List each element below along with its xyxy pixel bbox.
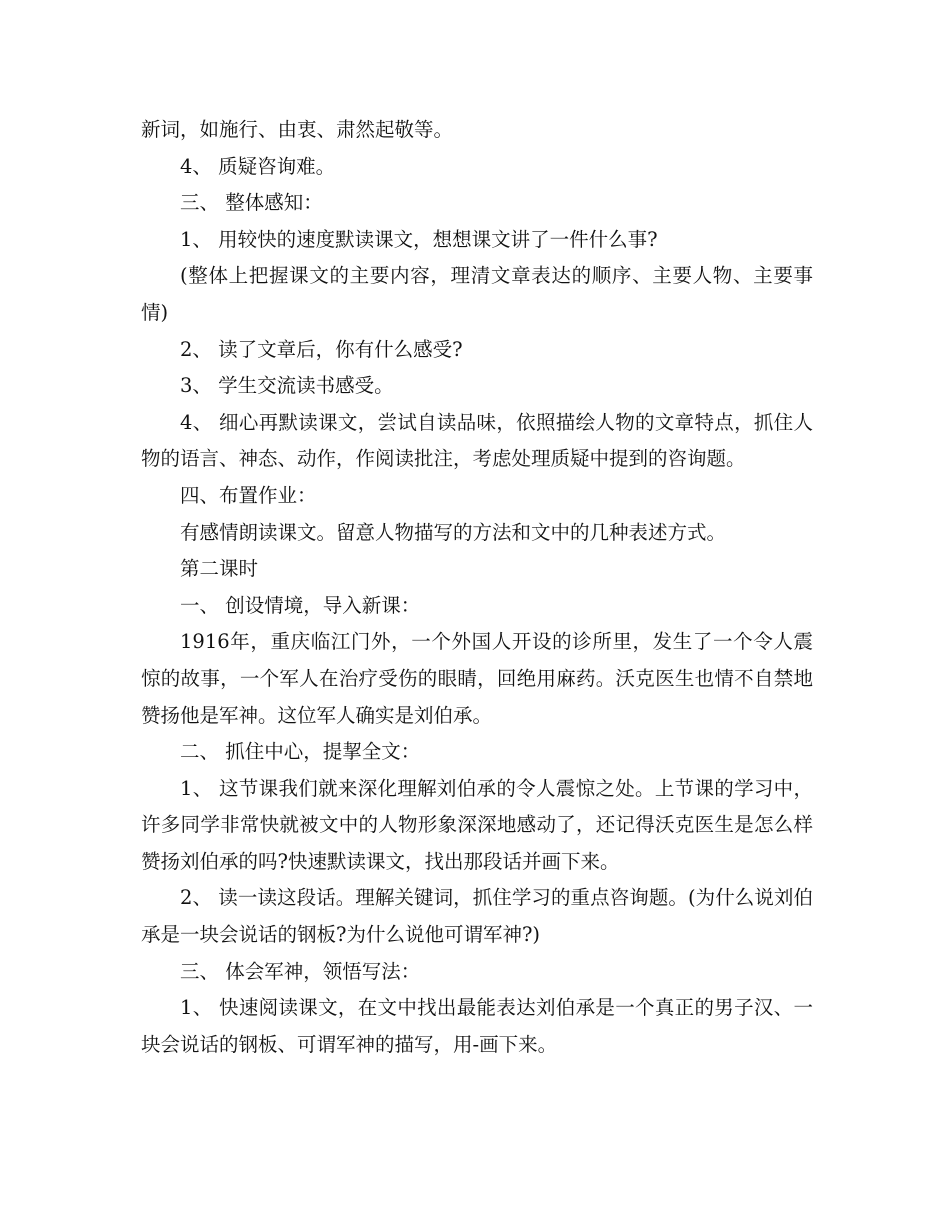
section-heading-introduction: 一、 创设情境，导入新课： [180,593,421,617]
section-heading-experience: 三、 体会军神，领悟写法： [180,959,421,983]
paragraph-item-2-feelings: 2、 读了文章后，你有什么感受? [180,337,463,361]
paragraph-item-1-silent-reading: 1、 用较快的速度默读课文，想想课文讲了一件什么事? [180,227,658,251]
paragraph-homework-detail: 有感情朗读课文。留意人物描写的方法和文中的几种表述方式。 [180,520,727,544]
section-heading-grasp-center: 二、 抓住中心，提挈全文： [180,740,421,764]
document-body [141,112,813,1063]
paragraph-story-1916: 1916年，重庆临江门外，一个外国人开设的诊所里，发生了一个令人震惊的故事，一个军人在治疗受伤的眼睛，回绝用麻药。沃克医生也情不自禁地赞扬他是军神。这位军人确实是刘伯承。 [141,630,813,727]
paragraph-item-4-annotate: 4、 细心再默读课文，尝试自读品味，依照描绘人物的文章特点，抓住人物的语言、神态、动作，作阅读批注，考虑处理质疑中提到的咨询题。 [141,410,813,471]
paragraph-item-1-find-description: 1、 快速阅读课文，在文中找出最能表达刘伯承是一个真正的男子汉、一块会说话的钢板、可谓军神的描写，用-画下来。 [141,996,813,1056]
paragraph-continuation: 新词，如施行、由衷、肃然起敬等。 [141,118,454,141]
paragraph-item-3-exchange: 3、 学生交流读书感受。 [180,374,394,398]
lesson-heading-second-period: 第二课时 [180,557,259,581]
paragraph-item-1-deepen: 1、 这节课我们就来深化理解刘伯承的令人震惊之处。上节课的学习中，许多同学非常快就被文中的人物形象深深地感动了，还记得沃克医生是怎么样赞扬刘伯承的吗?快速默读课文，找出那段话并画下来。 [141,776,813,873]
paragraph-note-main-content: (整体上把握课文的主要内容，理清文章表达的顺序、主要人物、主要事情) [141,264,813,324]
paragraph-item-4-questions: 4、 质疑咨询难。 [180,154,336,178]
paragraph-item-2-key-words: 2、 读一读这段话。理解关键词，抓住学习的重点咨询题。(为什么说刘伯承是一块会说话的钢板?为什么说他可谓军神?) [141,886,813,947]
section-heading-overall-perception: 三、 整体感知： [180,191,323,215]
section-heading-homework: 四、布置作业： [180,483,317,507]
